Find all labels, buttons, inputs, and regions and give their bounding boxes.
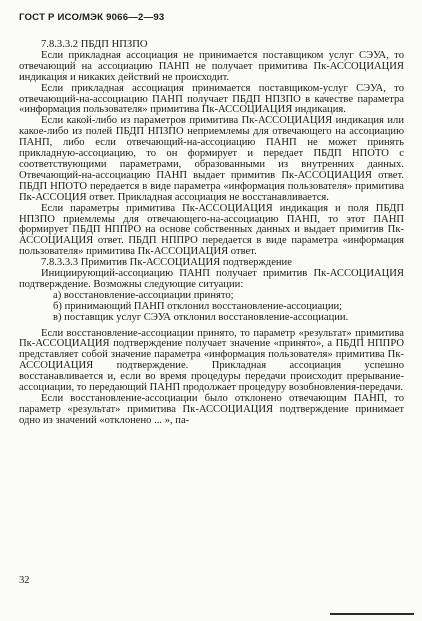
paragraph: Если какой-либо из параметров примитива Пк-АССОЦИАЦИЯ индикация или какое-либо из полей ПБДП НПЗПО неприемлемы для отвечающего на ассоциацию ПАНП, либо если отвечающий-на-ассоциацию ПАНП не может принять прикладную-ассоциацию, то он формирует и передает ПБДП НПОТО с соответствующими параметрами, образованными из внутренних данных. Отвечающий-на-ассоциацию ПАНП выдает примитив Пк-АССОЦИАЦИЯ ответ. ПБДП НПОТО передается в виде параметра «информация пользователя» примитива Пк-АССОЦИЯ ответ. Прикладная ассоциация не восстанавливается. — [19, 115, 404, 203]
running-header: ГОСТ Р ИСО/МЭК 9066—2—93 — [19, 12, 165, 23]
paragraph: Инициирующий-ассоциацию ПАНП получает примитив Пк-АССОЦИАЦИЯ подтверждение. Возможны следующие ситуации: — [19, 268, 404, 290]
paragraph: Если восстановление-ассоциации принято, то параметр «результат» примитива Пк-АССОЦИАЦИЯ подтверждение получает значение «принято», а ПБДП НППРО представляет собой значение параметра «информация пользователя» примитива Пк-АССОЦИАЦИЯ подтверждение. Прикладная ассоциация успешно восстанавливается и, если во время процедуры передачи происходит прерывание-ассоциации, то передающий ПАНП продолжает процедуру возобновления-передачи. — [19, 327, 404, 394]
section-heading: 7.8.3.3.3 Примитив Пк-АССОЦИАЦИЯ подтверждение — [41, 257, 292, 269]
section-heading: 7.8.3.3.2 ПБДП НПЗПО — [41, 39, 148, 50]
paragraph: Если прикладная ассоциация не принимается поставщиком услуг СЭУА, то отвечающий на ассоциацию ПАНП не получает примитива Пк-АССОЦИАЦИЯ индикация и никаких действий не происходит. — [19, 49, 404, 83]
paragraph: Если восстановление-ассоциации было отклонено отвечающим ПАНП, то параметр «результат» примитива Пк-АССОЦИАЦИЯ подтверждение принимает одно из значений «отклонено ... », па- — [19, 393, 404, 426]
footer-rule — [330, 613, 414, 615]
list-item: б) принимающий ПАНП отклонил восстановление-ассоциации; — [53, 300, 343, 312]
body-text — [19, 40, 404, 427]
paragraph: Если параметры примитива Пк-АССОЦИАЦИЯ индикация и поля ПБДП НПЗПО приемлемы для отвечающего-на-ассоциацию ПАНП, то этот ПАНП формирует ПБДП НППРО на основе собственных данных и выдает примитив Пк-АССОЦИАЦИЯ ответ. ПБДП НППРО передается в виде параметра «информация пользователя» примитива Пк-АССОЦИАЦИЯ ответ. — [19, 202, 404, 258]
list-item: а) восстановление-ассоциации принято; — [53, 289, 234, 301]
page-number: 32 — [19, 575, 30, 586]
paragraph: Если прикладная ассоциация принимается поставщиком-услуг СЭУА, то отвечающий-на-ассоциацию ПАНП получает ПБДП НПЗПО в качестве параметра «информация пользователя» примитива Пк-АССОЦИАЦИЯ индикация. — [19, 82, 404, 116]
list-item: в) поставщик услуг СЭУА отклонил восстановление-ассоциации. — [53, 311, 349, 323]
